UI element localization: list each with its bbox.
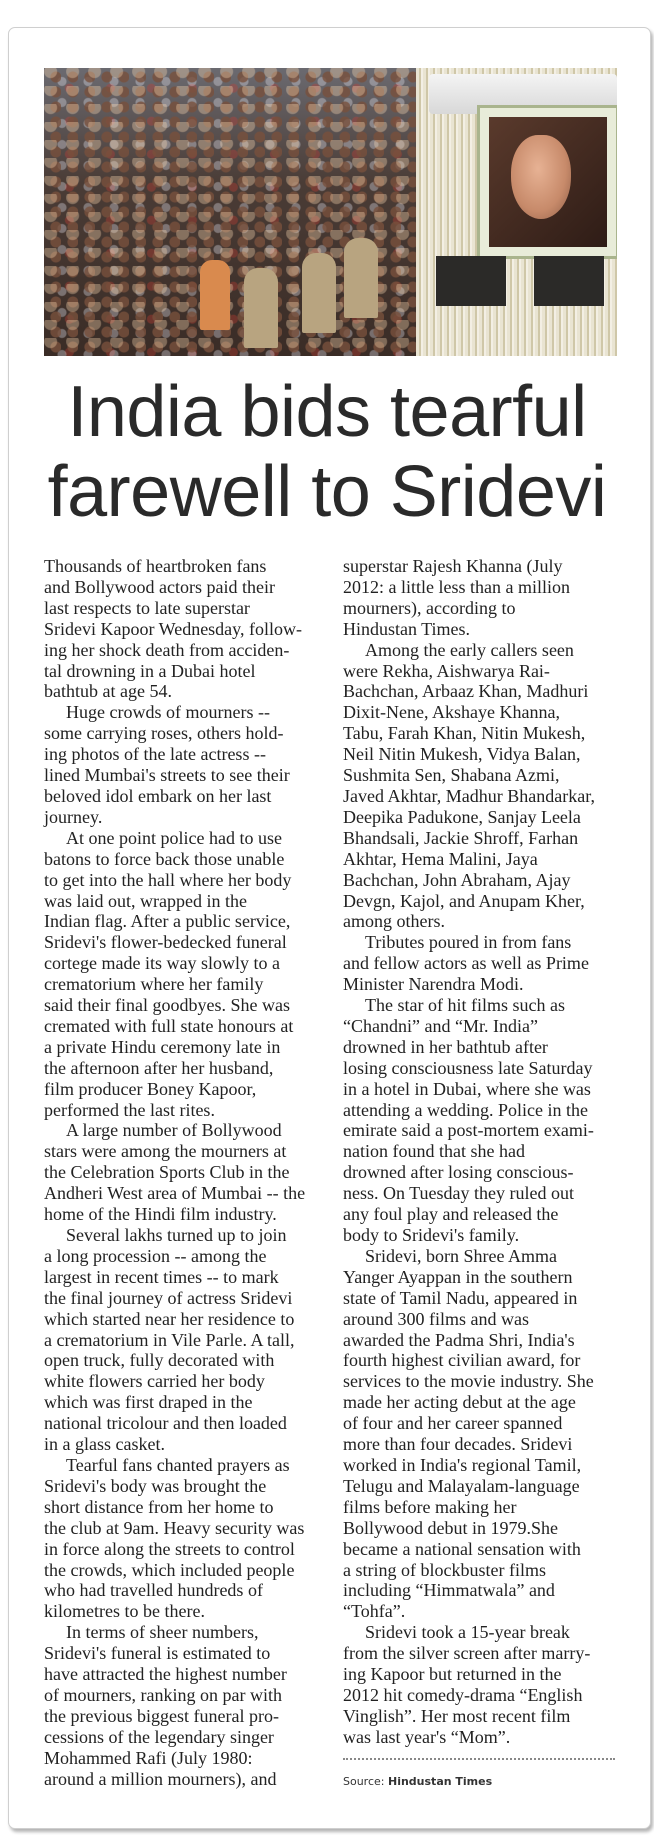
text-line: from the silver screen after marry- xyxy=(343,1643,591,1664)
headline-line-1: India bids tearful xyxy=(67,372,587,452)
text-line: beloved idol embark on her last xyxy=(44,785,272,806)
text-line: among others. xyxy=(343,911,445,932)
text-line: last respects to late superstar xyxy=(44,597,250,618)
text-line: in a glass casket. xyxy=(44,1434,165,1455)
text-line: were Rekha, Aishwarya Rai- xyxy=(343,660,550,681)
text-line: a crematorium in Vile Parle. A tall, xyxy=(44,1329,295,1350)
text-line: attending a wedding. Police in the xyxy=(343,1099,588,1120)
text-line: a long procession -- among the xyxy=(44,1245,267,1266)
text-line: mourners), according to xyxy=(343,597,516,618)
text-line: Tributes poured in from fans xyxy=(365,932,572,953)
portrait-image xyxy=(480,108,616,256)
text-line: 2012 hit comedy-drama “English xyxy=(343,1684,583,1705)
text-line: which started near her residence to xyxy=(44,1308,295,1329)
text-line: Sridevi, born Shree Amma xyxy=(365,1245,557,1266)
article-paragraph xyxy=(44,828,334,1121)
text-line: performed the last rites. xyxy=(44,1099,215,1120)
text-line: Sridevi's flower-bedecked funeral xyxy=(44,932,287,953)
text-line: crematorium where her family xyxy=(44,974,264,995)
text-line: more than four decades. Sridevi xyxy=(343,1434,573,1455)
text-line: some carrying roses, others hold- xyxy=(44,723,284,744)
text-line: the final journey of actress Sridevi xyxy=(44,1287,293,1308)
headline xyxy=(0,372,654,532)
article-paragraph xyxy=(44,702,334,827)
text-line: tal drowning in a Dubai hotel xyxy=(44,660,256,681)
text-line: stars were among the mourners at xyxy=(44,1141,287,1162)
text-line: Neil Nitin Mukesh, Vidya Balan, xyxy=(343,744,581,765)
article-paragraph xyxy=(343,640,633,933)
text-line: In terms of sheer numbers, xyxy=(66,1622,259,1643)
article-paragraph xyxy=(343,556,633,640)
text-line: film producer Boney Kapoor, xyxy=(44,1078,257,1099)
text-line: drowned in her bathtub after xyxy=(343,1036,548,1057)
text-line: white flowers carried her body xyxy=(44,1371,265,1392)
text-line: Bhandsali, Jackie Shroff, Farhan xyxy=(343,827,579,848)
text-line: body to Sridevi's family. xyxy=(343,1225,520,1245)
text-line: ing photos of the late actress -- xyxy=(44,744,266,765)
text-line: awarded the Padma Shri, India's xyxy=(343,1329,575,1350)
article-paragraph xyxy=(44,1120,334,1225)
text-line: Sridevi took a 15-year break xyxy=(365,1622,570,1643)
text-line: superstar Rajesh Khanna (July xyxy=(343,556,563,576)
text-line: Mohammed Rafi (July 1980: xyxy=(44,1747,253,1768)
text-line: nation found that she had xyxy=(343,1141,525,1162)
text-line: a private Hindu ceremony late in xyxy=(44,1036,281,1057)
text-line: of four and her career spanned xyxy=(343,1413,563,1434)
text-line: worked in India's regional Tamil, xyxy=(343,1454,582,1475)
text-line: the club at 9am. Heavy security was xyxy=(44,1517,305,1538)
truck-window xyxy=(436,256,506,306)
text-line: Andheri West area of Mumbai -- the xyxy=(44,1183,306,1204)
source-label: Source: xyxy=(343,1775,385,1788)
police-figure xyxy=(244,268,278,348)
text-line: Sridevi's body was brought the xyxy=(44,1475,267,1496)
text-line: the crowds, which included people xyxy=(44,1559,295,1580)
text-line: lined Mumbai's streets to see their xyxy=(44,765,290,786)
truck-window xyxy=(534,256,604,306)
text-line: a string of blockbuster films xyxy=(343,1559,546,1580)
article-paragraph xyxy=(343,995,633,1246)
text-line: 2012: a little less than a million xyxy=(343,576,570,597)
text-line: around a million mourners), and xyxy=(44,1768,277,1789)
article-column-1 xyxy=(44,556,334,1789)
text-line: At one point police had to use xyxy=(66,827,282,848)
text-line: Sridevi Kapoor Wednesday, follow- xyxy=(44,618,302,639)
text-line: Javed Akhtar, Madhur Bhandarkar, xyxy=(343,785,595,806)
text-line: ness. On Tuesday they ruled out xyxy=(343,1183,574,1204)
text-line: Dixit-Nene, Akshaye Khanna, xyxy=(343,702,560,723)
text-line: services to the movie industry. She xyxy=(343,1371,594,1392)
text-line: and fellow actors as well as Prime xyxy=(343,953,589,974)
source-credit xyxy=(343,1775,492,1788)
text-line: of mourners, ranking on par with xyxy=(44,1684,282,1705)
text-line: fourth highest civilian award, for xyxy=(343,1350,581,1371)
text-line: largest in recent times -- to mark xyxy=(44,1266,279,1287)
text-line: films before making her xyxy=(343,1496,517,1517)
text-line: in force along the streets to control xyxy=(44,1538,295,1559)
text-line: emirate said a post-mortem exami- xyxy=(343,1120,594,1141)
text-line: Vinglish”. Her most recent film xyxy=(343,1705,571,1726)
text-line: A large number of Bollywood xyxy=(66,1120,282,1141)
text-line: was last year's “Mom”. xyxy=(343,1726,511,1747)
text-line: bathtub at age 54. xyxy=(44,681,172,702)
text-line: national tricolour and then loaded xyxy=(44,1413,287,1434)
source-name: Hindustan Times xyxy=(388,1775,493,1788)
article-paragraph xyxy=(343,1246,633,1622)
headline-line-2: farewell to Sridevi xyxy=(47,452,607,532)
text-line: said their final goodbyes. She was xyxy=(44,995,290,1016)
article-paragraph xyxy=(343,932,633,995)
text-line: Minister Narendra Modi. xyxy=(343,974,524,995)
text-line: losing consciousness late Saturday xyxy=(343,1057,593,1078)
mourner-figure xyxy=(200,260,230,330)
text-line: open truck, fully decorated with xyxy=(44,1350,275,1371)
text-line: “Chandni” and “Mr. India” xyxy=(343,1015,538,1036)
text-line: Tabu, Farah Khan, Nitin Mukesh, xyxy=(343,723,586,744)
text-line: Sushmita Sen, Shabana Azmi, xyxy=(343,765,560,786)
article-paragraph xyxy=(343,1622,633,1747)
article-column-2 xyxy=(343,556,633,1748)
funeral-photo xyxy=(44,68,617,356)
text-line: was laid out, wrapped in the xyxy=(44,890,247,911)
text-line: Yanger Ayappan in the southern xyxy=(343,1266,573,1287)
text-line: batons to force back those unable xyxy=(44,848,285,869)
text-line: kilometres to be there. xyxy=(44,1601,205,1622)
text-line: made her acting debut at the age xyxy=(343,1392,576,1413)
text-line: became a national sensation with xyxy=(343,1538,581,1559)
text-line: which was first draped in the xyxy=(44,1392,253,1413)
text-line: Telugu and Malayalam-language xyxy=(343,1475,580,1496)
text-line: Several lakhs turned up to join xyxy=(66,1225,287,1245)
text-line: Deepika Padukone, Sanjay Leela xyxy=(343,806,581,827)
text-line: who had travelled hundreds of xyxy=(44,1580,263,1601)
police-figure xyxy=(344,238,378,318)
text-line: and Bollywood actors paid their xyxy=(44,576,275,597)
text-line: cremated with full state honours at xyxy=(44,1015,294,1036)
text-line: home of the Hindi film industry. xyxy=(44,1204,277,1225)
text-line: cessions of the legendary singer xyxy=(44,1726,274,1747)
dotted-divider xyxy=(343,1758,615,1760)
text-line: including “Himmatwala” and xyxy=(343,1580,555,1601)
text-line: short distance from her home to xyxy=(44,1496,274,1517)
text-line: “Tohfa”. xyxy=(343,1601,406,1622)
text-line: Bachchan, Arbaaz Khan, Madhuri xyxy=(343,681,589,702)
text-line: the Celebration Sports Club in the xyxy=(44,1162,290,1183)
text-line: Huge crowds of mourners -- xyxy=(66,702,270,723)
text-line: Among the early callers seen xyxy=(365,639,574,660)
article-paragraph xyxy=(44,1455,334,1622)
text-line: the previous biggest funeral pro- xyxy=(44,1705,279,1726)
text-line: The star of hit films such as xyxy=(365,995,565,1016)
text-line: in a hotel in Dubai, where she was xyxy=(343,1078,591,1099)
article-paragraph xyxy=(44,1225,334,1455)
text-line: Sridevi's funeral is estimated to xyxy=(44,1643,271,1664)
text-line: Bachchan, John Abraham, Ajay xyxy=(343,869,571,890)
text-line: Hindustan Times. xyxy=(343,618,471,639)
text-line: the afternoon after her husband, xyxy=(44,1057,274,1078)
text-line: Indian flag. After a public service, xyxy=(44,911,291,932)
text-line: have attracted the highest number xyxy=(44,1664,287,1685)
text-line: cortege made its way slowly to a xyxy=(44,953,280,974)
text-line: Devgn, Kajol, and Anupam Kher, xyxy=(343,890,585,911)
portrait-face xyxy=(511,135,571,219)
text-line: drowned after losing conscious- xyxy=(343,1162,574,1183)
text-line: any foul play and released the xyxy=(343,1204,559,1225)
text-line: Tearful fans chanted prayers as xyxy=(66,1454,290,1475)
text-line: Thousands of heartbroken fans xyxy=(44,556,267,576)
article-paragraph xyxy=(44,556,334,702)
text-line: Bollywood debut in 1979.She xyxy=(343,1517,558,1538)
text-line: journey. xyxy=(44,806,103,827)
text-line: ing Kapoor but returned in the xyxy=(343,1664,562,1685)
article-paragraph xyxy=(44,1622,334,1789)
text-line: to get into the hall where her body xyxy=(44,869,292,890)
text-line: state of Tamil Nadu, appeared in xyxy=(343,1287,578,1308)
text-line: Akhtar, Hema Malini, Jaya xyxy=(343,848,538,869)
police-figure xyxy=(302,253,336,333)
text-line: around 300 films and was xyxy=(343,1308,529,1329)
text-line: ing her shock death from acciden- xyxy=(44,639,290,660)
